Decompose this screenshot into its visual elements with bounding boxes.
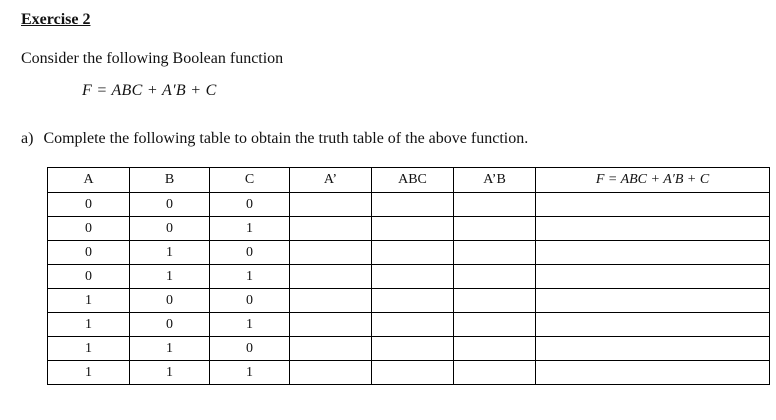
cell-b: 0 xyxy=(130,289,210,313)
cell-f[interactable] xyxy=(536,313,770,337)
cell-abc[interactable] xyxy=(372,361,454,385)
cell-c: 1 xyxy=(210,313,290,337)
cell-a: 1 xyxy=(48,313,130,337)
cell-b: 1 xyxy=(130,265,210,289)
cell-a-not[interactable] xyxy=(290,313,372,337)
header-a: A xyxy=(48,168,130,193)
cell-a: 1 xyxy=(48,337,130,361)
table-row xyxy=(48,337,770,361)
cell-f[interactable] xyxy=(536,289,770,313)
question-label: a) xyxy=(21,130,34,147)
cell-a-not[interactable] xyxy=(290,217,372,241)
intro-text: Consider the following Boolean function xyxy=(21,50,284,67)
cell-a: 1 xyxy=(48,361,130,385)
cell-a-not-b[interactable] xyxy=(454,241,536,265)
cell-c: 0 xyxy=(210,289,290,313)
cell-abc[interactable] xyxy=(372,289,454,313)
header-a-not: A’ xyxy=(290,168,372,193)
cell-abc[interactable] xyxy=(372,217,454,241)
table-row xyxy=(48,217,770,241)
cell-b: 0 xyxy=(130,193,210,217)
cell-abc[interactable] xyxy=(372,193,454,217)
table-row xyxy=(48,313,770,337)
cell-a-not[interactable] xyxy=(290,265,372,289)
question-a xyxy=(21,130,528,148)
cell-a-not-b[interactable] xyxy=(454,313,536,337)
cell-f[interactable] xyxy=(536,193,770,217)
cell-f[interactable] xyxy=(536,217,770,241)
cell-f[interactable] xyxy=(536,265,770,289)
cell-a-not-b[interactable] xyxy=(454,265,536,289)
cell-c: 0 xyxy=(210,337,290,361)
cell-abc[interactable] xyxy=(372,241,454,265)
cell-a-not-b[interactable] xyxy=(454,289,536,313)
cell-c: 1 xyxy=(210,361,290,385)
cell-c: 0 xyxy=(210,193,290,217)
truth-table xyxy=(47,167,770,385)
header-c: C xyxy=(210,168,290,193)
cell-f[interactable] xyxy=(536,361,770,385)
cell-abc[interactable] xyxy=(372,265,454,289)
cell-a: 1 xyxy=(48,289,130,313)
table-row xyxy=(48,289,770,313)
cell-b: 1 xyxy=(130,337,210,361)
cell-abc[interactable] xyxy=(372,313,454,337)
table-header-row xyxy=(48,168,770,193)
table-row xyxy=(48,241,770,265)
cell-a: 0 xyxy=(48,241,130,265)
cell-f[interactable] xyxy=(536,337,770,361)
cell-a-not[interactable] xyxy=(290,337,372,361)
boolean-formula: F = ABC + A′B + C xyxy=(82,82,217,99)
question-text: Complete the following table to obtain the truth table of the above function. xyxy=(43,130,529,147)
cell-a: 0 xyxy=(48,193,130,217)
table-row xyxy=(48,361,770,385)
cell-c: 1 xyxy=(210,265,290,289)
exercise-title: Exercise 2 xyxy=(21,11,91,28)
cell-a: 0 xyxy=(48,265,130,289)
cell-a-not[interactable] xyxy=(290,241,372,265)
cell-c: 0 xyxy=(210,241,290,265)
cell-a-not-b[interactable] xyxy=(454,217,536,241)
table-body xyxy=(48,193,770,385)
header-f: F = ABC + A′B + C xyxy=(536,168,770,193)
cell-b: 1 xyxy=(130,241,210,265)
cell-a-not[interactable] xyxy=(290,361,372,385)
cell-b: 1 xyxy=(130,361,210,385)
header-a-not-b: A’B xyxy=(454,168,536,193)
cell-a-not[interactable] xyxy=(290,193,372,217)
cell-b: 0 xyxy=(130,313,210,337)
cell-a-not-b[interactable] xyxy=(454,337,536,361)
table-row xyxy=(48,265,770,289)
cell-a-not[interactable] xyxy=(290,289,372,313)
cell-f[interactable] xyxy=(536,241,770,265)
header-b: B xyxy=(130,168,210,193)
cell-abc[interactable] xyxy=(372,337,454,361)
cell-c: 1 xyxy=(210,217,290,241)
header-abc: ABC xyxy=(372,168,454,193)
cell-a-not-b[interactable] xyxy=(454,361,536,385)
cell-b: 0 xyxy=(130,217,210,241)
cell-a: 0 xyxy=(48,217,130,241)
table-row xyxy=(48,193,770,217)
cell-a-not-b[interactable] xyxy=(454,193,536,217)
